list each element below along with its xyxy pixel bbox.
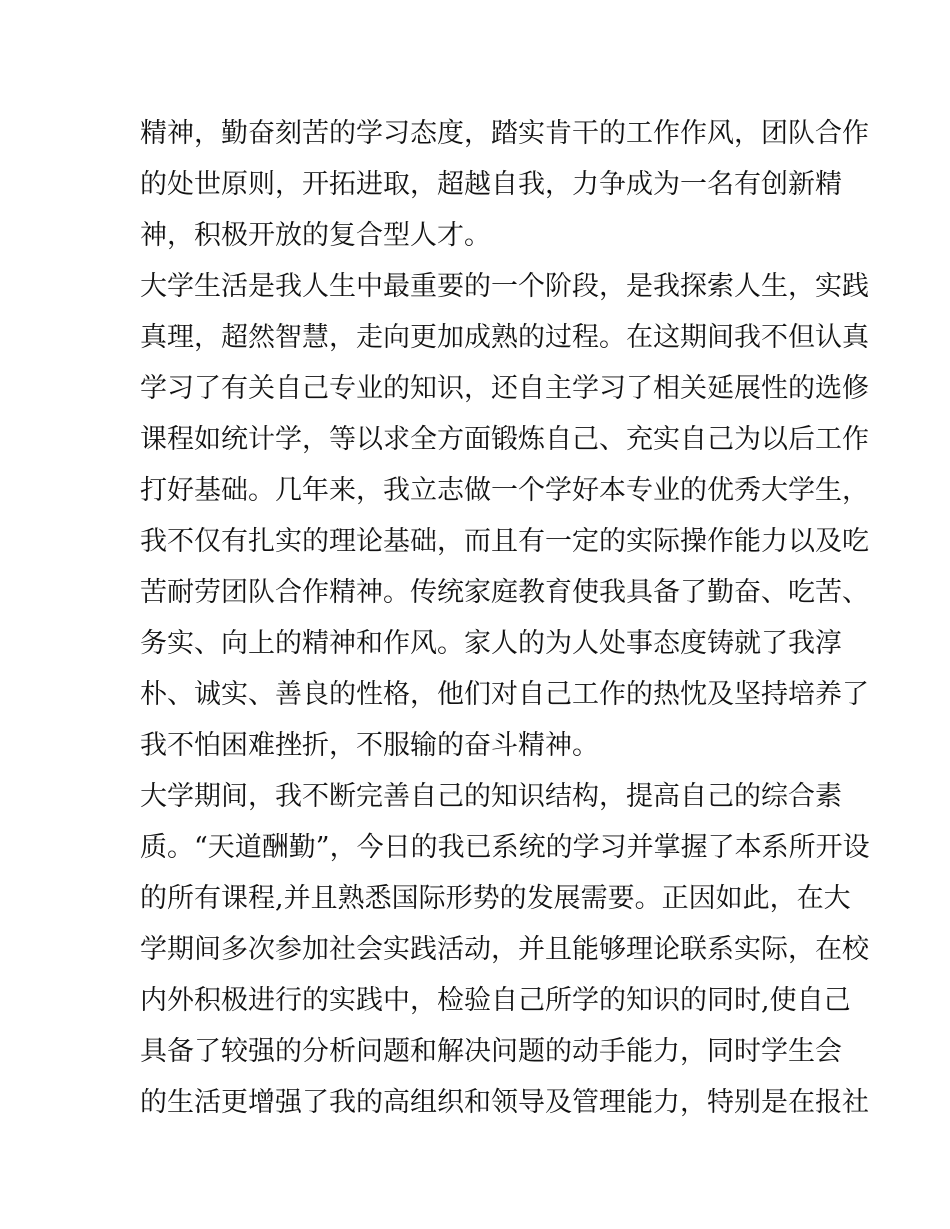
text-line: 学习了有关自己专业的知识，还自主学习了相关延展性的选修 [140,373,869,404]
text-line: 大学期间，我不断完善自己的知识结构，提高自己的综合素 [140,781,842,812]
text-line: 真理，超然智慧，走向更加成熟的过程。在这期间我不但认真 [140,322,869,353]
text-line: 的处世原则，开拓进取，超越自我，力争成为一名有创新精 [140,169,842,200]
paragraph-3 [140,771,870,1128]
text-line: 质。“天道酬勤”，今日的我已系统的学习并掌握了本系所开设 [140,832,870,863]
text-line: 我不怕困难挫折，不服输的奋斗精神。 [140,730,599,761]
text-line: 打好基础。几年来，我立志做一个学好本专业的优秀大学生， [140,475,869,506]
text-line: 内外积极进行的实践中，检验自己所学的知识的同时,使自己 [140,985,851,1016]
text-line: 大学生活是我人生中最重要的一个阶段，是我探索人生，实践 [140,271,869,302]
paragraph-1 [140,108,869,261]
text-line: 务实、向上的精神和作风。家人的为人处事态度铸就了我淳 [140,628,842,659]
text-line: 具备了较强的分析问题和解决问题的动手能力，同时学生会 [140,1036,842,1067]
text-line: 神，积极开放的复合型人才。 [140,220,491,251]
document-body [140,108,870,1128]
text-line: 苦耐劳团队合作精神。传统家庭教育使我具备了勤奋、吃苦、 [140,577,869,608]
text-line: 朴、诚实、善良的性格，他们对自己工作的热忱及坚持培养了 [140,679,869,710]
text-line: 学期间多次参加社会实践活动，并且能够理论联系实际，在校 [140,934,869,965]
text-line: 课程如统计学，等以求全方面锻炼自己、充实自己为以后工作 [140,424,869,455]
text-line: 我不仅有扎实的理论基础，而且有一定的实际操作能力以及吃 [140,526,869,557]
text-line: 的所有课程,并且熟悉国际形势的发展需要。正因如此，在大 [140,883,851,914]
text-line: 的生活更增强了我的高组织和领导及管理能力，特别是在报社 [140,1087,869,1118]
paragraph-2 [140,261,869,771]
text-line: 精神，勤奋刻苦的学习态度，踏实肯干的工作作风，团队合作 [140,118,869,149]
